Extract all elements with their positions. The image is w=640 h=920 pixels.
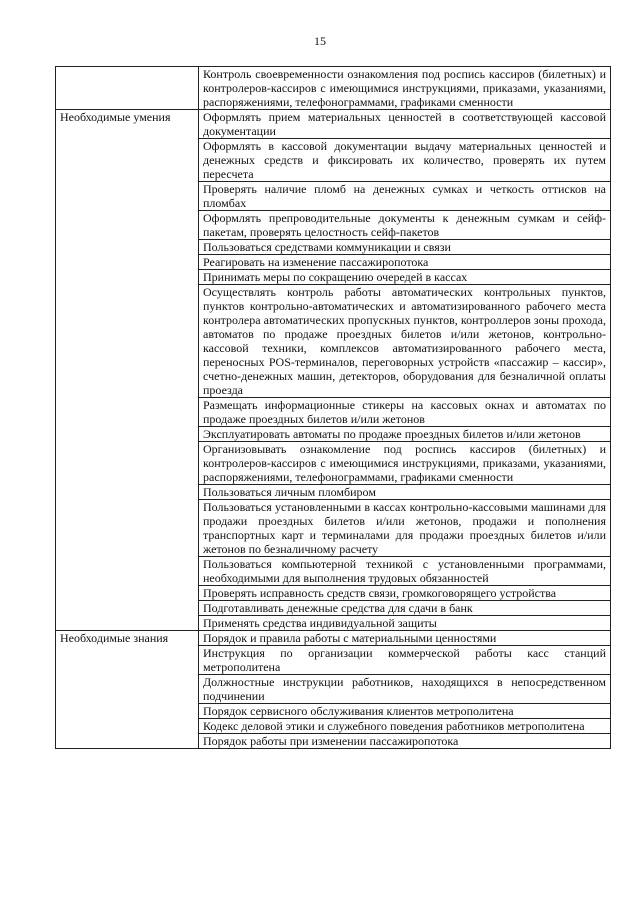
- requirement-cell: Организовывать ознакомление под роспись кассиров (билетных) и контролеров-кассиров с имеющимися инструкциями, приказами, указаниями, распоряжениями, телефонограммами, графиками сменности: [199, 442, 611, 485]
- requirement-cell: Оформлять в кассовой документации выдачу материальных ценностей и денежных средств и фиксировать их количество, проверять их путем пересчета: [199, 139, 611, 182]
- requirement-cell: Пользоваться компьютерной техникой с установленными программами, необходимыми для выполнения трудовых обязанностей: [199, 557, 611, 586]
- requirement-cell: Порядок и правила работы с материальными ценностями: [199, 631, 611, 646]
- table-row: [56, 67, 611, 110]
- requirement-cell: Контроль своевременности ознакомления под роспись кассиров (билетных) и контролеров-кассиров с имеющимися инструкциями, приказами, указаниями, распоряжениями, телефонограммами, графиками сменности: [199, 67, 611, 110]
- table-row: [56, 631, 611, 646]
- requirement-cell: Применять средства индивидуальной защиты: [199, 616, 611, 631]
- requirement-cell: Эксплуатировать автоматы по продаже проездных билетов и/или жетонов: [199, 427, 611, 442]
- requirement-cell: Оформлять прием материальных ценностей в соответствующей кассовой документации: [199, 110, 611, 139]
- category-cell: [56, 67, 199, 110]
- requirement-cell: Инструкция по организации коммерческой работы касс станций метрополитена: [199, 646, 611, 675]
- requirement-cell: Кодекс деловой этики и служебного поведения работников метрополитена: [199, 719, 611, 734]
- requirement-cell: Порядок сервисного обслуживания клиентов метрополитена: [199, 704, 611, 719]
- requirement-cell: Осуществлять контроль работы автоматических контрольных пунктов, пунктов контрольно-автоматических и автоматизированного рабочего места контролера автоматических пропускных пунктов, контроллеров зоны прохода, автоматов по продаже проездных билетов и/или жетонов, контрольно-кассовой техники, комплексов автоматизированного рабочего места, переносных POS-терминалов, переговорных устройств «пассажир – кассир», счетно-денежных машин, детекторов, оборудования для безналичной оплаты проезда: [199, 285, 611, 398]
- category-cell: Необходимые знания: [56, 631, 199, 749]
- page-number: 15: [314, 34, 326, 48]
- requirement-cell: Проверять наличие пломб на денежных сумках и четкость оттисков на пломбах: [199, 182, 611, 211]
- requirement-cell: Проверять исправность средств связи, громкоговорящего устройства: [199, 586, 611, 601]
- requirement-cell: Пользоваться личным пломбиром: [199, 485, 611, 500]
- requirement-cell: Реагировать на изменение пассажиропотока: [199, 255, 611, 270]
- requirement-cell: Размещать информационные стикеры на кассовых окнах и автоматах по продаже проездных билетов и/или жетонов: [199, 398, 611, 427]
- requirement-cell: Принимать меры по сокращению очередей в кассах: [199, 270, 611, 285]
- requirement-cell: Пользоваться установленными в кассах контрольно-кассовыми машинами для продажи проездных билетов и/или жетонов, продажи и пополнения транспортных карт и терминалами для продажи проездных билетов и/или жетонов по безналичному расчету: [199, 500, 611, 557]
- competency-table-body: [56, 67, 611, 749]
- requirement-cell: Должностные инструкции работников, находящихся в непосредственном подчинении: [199, 675, 611, 704]
- requirement-cell: Подготавливать денежные средства для сдачи в банк: [199, 601, 611, 616]
- competency-table: [55, 66, 611, 749]
- table-row: [56, 110, 611, 139]
- category-cell: Необходимые умения: [56, 110, 199, 631]
- requirement-cell: Пользоваться средствами коммуникации и связи: [199, 240, 611, 255]
- requirement-cell: Оформлять препроводительные документы к денежным сумкам и сейф-пакетам, проверять целостность сейф-пакетов: [199, 211, 611, 240]
- requirement-cell: Порядок работы при изменении пассажиропотока: [199, 734, 611, 749]
